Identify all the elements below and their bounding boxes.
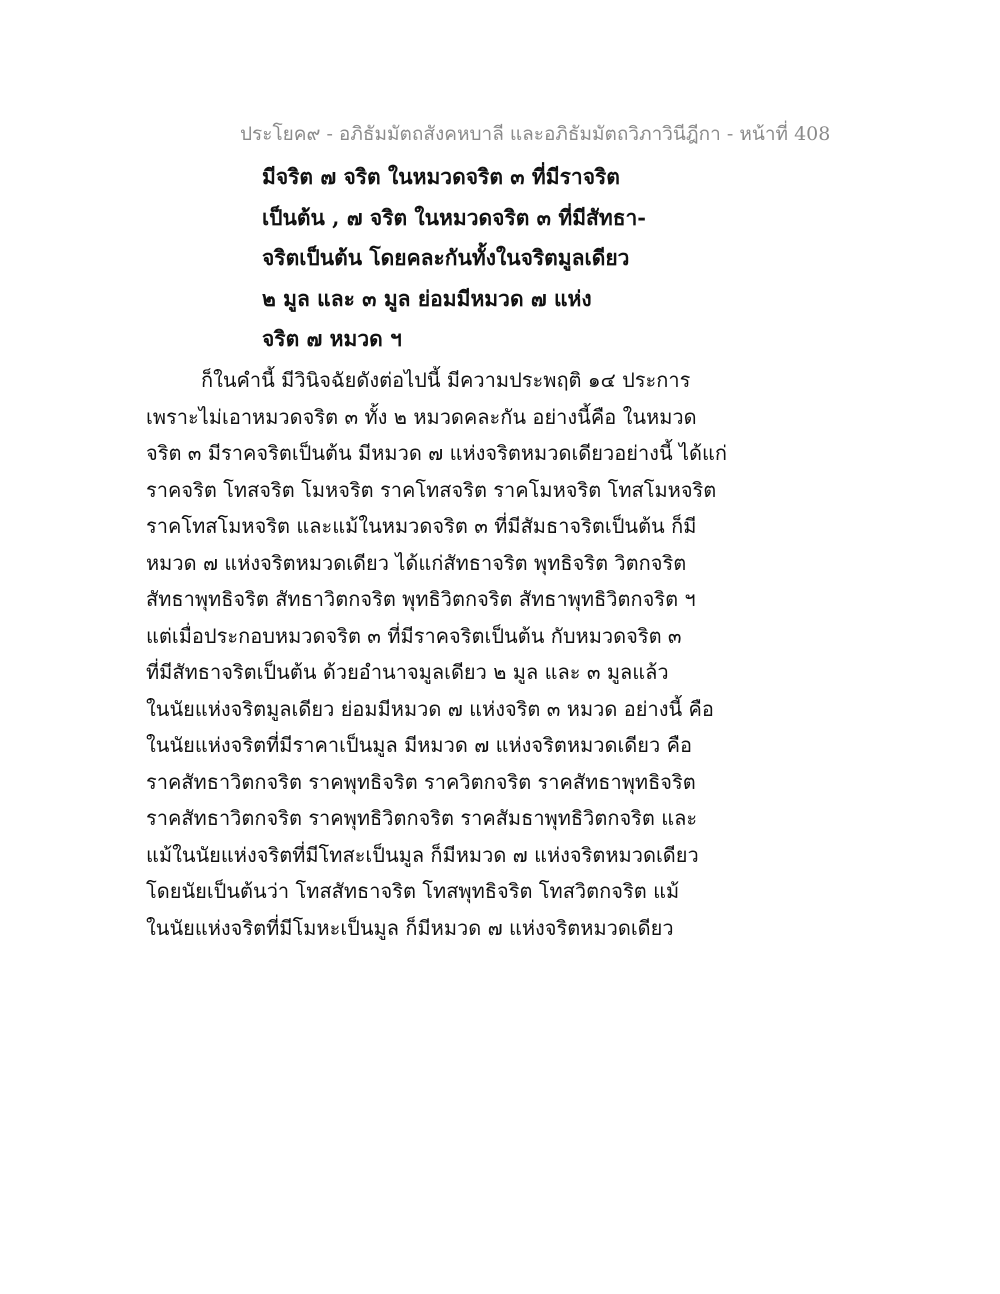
verse-line: มีจริต ๗ จริต ในหมวดจริต ๓ ที่มีราจริต: [262, 164, 620, 189]
body-line: ก็ในคำนี้ มีวินิจฉัยดังต่อไปนี้ มีความประพฤติ ๑๔ ประการ: [201, 368, 691, 392]
body-line: หมวด ๗ แห่งจริตหมวดเดียว ได้แก่สัทธาจริต พุทธิจริต วิตกจริต: [146, 550, 687, 575]
body-line: แต่เมื่อประกอบหมวดจริต ๓ ที่มีราคจริตเป็นต้น กับหมวดจริต ๓: [146, 623, 682, 648]
verse-line: จริต ๗ หมวด ฯ: [262, 326, 402, 351]
verse-line: ๒ มูล และ ๓ มูล ย่อมมีหมวด ๗ แห่ง: [262, 285, 592, 311]
body-line: ในนัยแห่งจริตมูลเดียว ย่อมมีหมวด ๗ แห่งจริต ๓ หมวด อย่างนี้ คือ: [146, 696, 714, 721]
body-line: สัทธาพุทธิจริต สัทธาวิตกจริต พุทธิวิตกจริต สัทธาพุทธิวิตกจริต ฯ: [146, 587, 696, 611]
body-line: เพราะไม่เอาหมวดจริต ๓ ทั้ง ๒ หมวดคละกัน อย่างนี้คือ ในหมวด: [146, 404, 697, 429]
body-paragraph: [146, 362, 726, 946]
body-line: โดยนัยเป็นต้นว่า โทสสัทธาจริต โทสพุทธิจริต โทสวิตกจริต แม้: [146, 879, 680, 903]
body-line: ราคโทสโมหจริต และแม้ในหมวดจริต ๓ ที่มีสัมธาจริตเป็นต้น ก็มี: [146, 514, 697, 538]
body-line: ในนัยแห่งจริตที่มีโมหะเป็นมูล ก็มีหมวด ๗ แห่งจริตหมวดเดียว: [146, 915, 674, 940]
verse-line: เป็นต้น , ๗ จริต ในหมวดจริต ๓ ที่มีสัทธา-: [262, 204, 647, 230]
body-line: ราคสัทธาวิตกจริต ราคพุทธิจริต ราควิตกจริต ราคสัทธาพุทธิจริต: [146, 769, 696, 794]
body-line: ในนัยแห่งจริตที่มีราคาเป็นมูล มีหมวด ๗ แห่งจริตหมวดเดียว คือ: [146, 733, 692, 757]
body-line: ราคสัทธาวิตกจริต ราคพุทธิวิตกจริต ราคสัมธาพุทธิวิตกจริต และ: [146, 806, 698, 830]
verse-line: จริตเป็นต้น โดยคละกันทั้งในจริตมูลเดียว: [262, 245, 630, 270]
body-line: ราคจริต โทสจริต โมหจริต ราคโทสจริต ราคโมหจริต โทสโมหจริต: [146, 477, 717, 502]
verse-block: [262, 157, 682, 360]
page-header: ประโยค๙ - อภิธัมมัตถสังคหบาลี และอภิธัมมัตถวิภาวินีฎีกา - หน้าที่ 408: [240, 123, 831, 145]
body-line: แม้ในนัยแห่งจริตที่มีโทสะเป็นมูล ก็มีหมวด ๗ แห่งจริตหมวดเดียว: [146, 842, 699, 867]
body-line: จริต ๓ มีราคจริตเป็นต้น มีหมวด ๗ แห่งจริตหมวดเดียวอย่างนี้ ได้แก่: [146, 441, 728, 465]
body-line: ที่มีสัทธาจริตเป็นต้น ด้วยอำนาจมูลเดียว ๒ มูล และ ๓ มูลแล้ว: [146, 660, 669, 684]
